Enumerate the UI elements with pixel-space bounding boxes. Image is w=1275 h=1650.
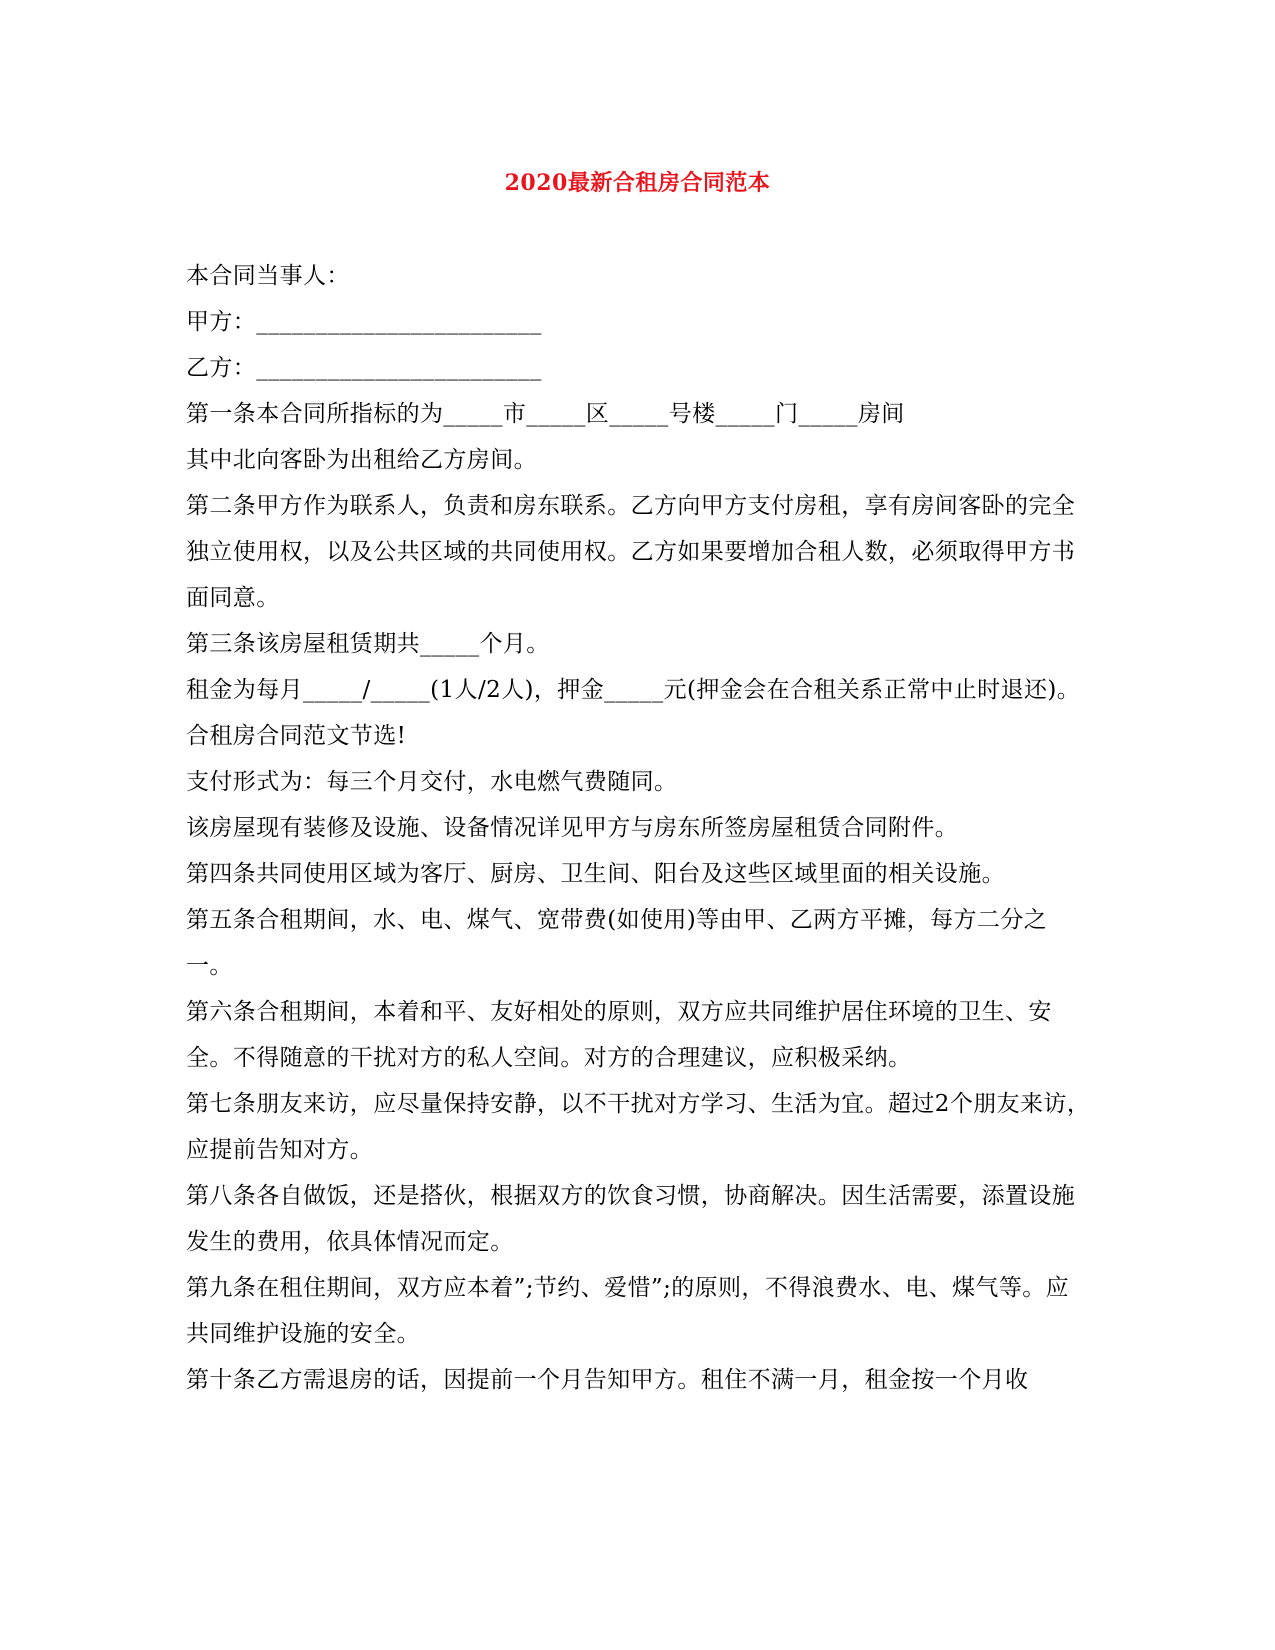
paragraph-article-1: 第一条本合同所指标的为_____市_____区_____号楼_____门_____房间 [186, 401, 905, 427]
paragraph-rent-deposit: 租金为每月_____/_____(1人/2人)，押金_____元(押金会在合租关系正常中止时退还)。合租房合同范文节选! [186, 677, 1081, 749]
paragraph-article-3: 第三条该房屋租赁期共_____个月。 [186, 631, 550, 657]
document-title: 2020最新合租房合同范本 [504, 170, 771, 196]
paragraph-article-6: 第六条合租期间，本着和平、友好相处的原则，双方应共同维护居住环境的卫生、安全。不得随意的干扰对方的私人空间。对方的合理建议，应积极采纳。 [186, 999, 1052, 1071]
paragraph-facilities: 该房屋现有装修及设施、设备情况详见甲方与房东所签房屋租赁合同附件。 [186, 815, 959, 841]
paragraph-article-1-room: 其中北向客卧为出租给乙方房间。 [186, 447, 537, 473]
paragraph-payment-method: 支付形式为：每三个月交付，水电燃气费随同。 [186, 769, 678, 795]
paragraph-article-4: 第四条共同使用区域为客厅、厨房、卫生间、阳台及这些区域里面的相关设施。 [186, 861, 1005, 887]
contract-body [186, 253, 1091, 1403]
paragraph-article-8: 第八条各自做饭，还是搭伙，根据双方的饮食习惯，协商解决。因生活需要，添置设施发生的费用，依具体情况而定。 [186, 1183, 1076, 1255]
paragraph-article-10: 第十条乙方需退房的话，因提前一个月告知甲方。租住不满一月，租金按一个月收 [186, 1367, 1029, 1393]
paragraph-article-2: 第二条甲方作为联系人，负责和房东联系。乙方向甲方支付房租，享有房间客卧的完全独立使用权，以及公共区域的共同使用权。乙方如果要增加合租人数，必须取得甲方书面同意。 [186, 493, 1076, 611]
paragraph-article-9: 第九条在租住期间，双方应本着”;节约、爱惜”;的原则，不得浪费水、电、煤气等。应共同维护设施的安全。 [186, 1275, 1070, 1347]
paragraph-article-5: 第五条合租期间，水、电、煤气、宽带费(如使用)等由甲、乙两方平摊，每方二分之一。 [186, 907, 1048, 979]
paragraph-party-a: 甲方：________________________ [186, 309, 542, 335]
paragraph-article-7: 第七条朋友来访，应尽量保持安静，以不干扰对方学习、生活为宜。超过2个朋友来访，应提前告知对方。 [186, 1091, 1091, 1163]
paragraph-parties-intro: 本合同当事人： [186, 263, 350, 289]
paragraph-party-b: 乙方：________________________ [186, 355, 542, 381]
